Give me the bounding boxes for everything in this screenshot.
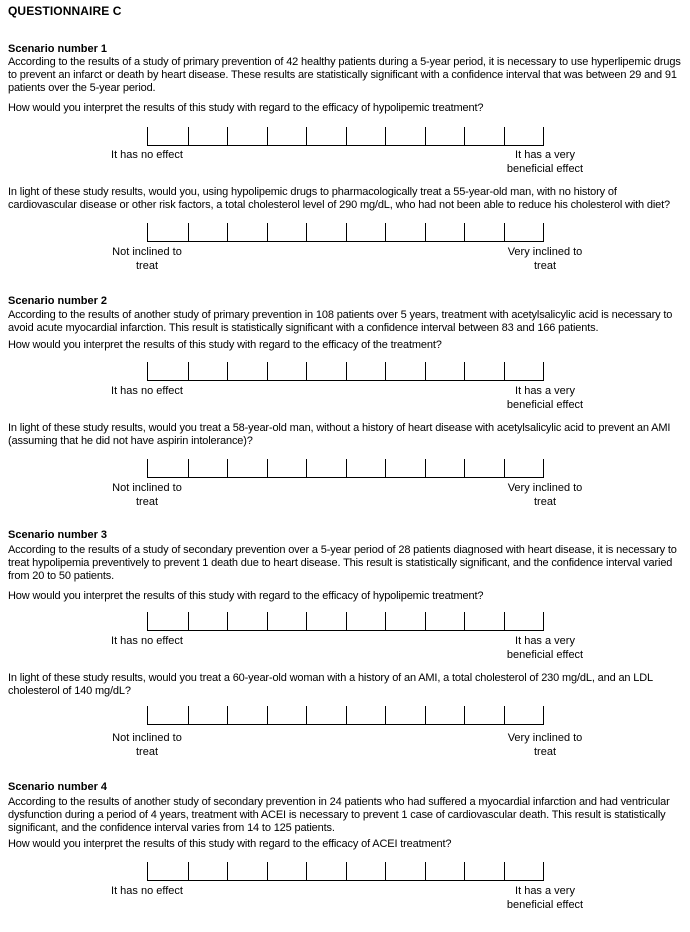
scale-tick[interactable] — [385, 706, 386, 724]
scale-right-anchor: Very inclined to treat — [507, 482, 583, 508]
scale-tick[interactable] — [188, 612, 189, 630]
scale-tick[interactable] — [425, 612, 426, 630]
scale-tick[interactable] — [504, 862, 505, 880]
scale-tick[interactable] — [227, 127, 228, 145]
scale-tick[interactable] — [464, 127, 465, 145]
scale-tick[interactable] — [306, 223, 307, 241]
scale-tick[interactable] — [464, 459, 465, 477]
scale-tick[interactable] — [306, 862, 307, 880]
scenario-2-heading: Scenario number 2 — [8, 295, 108, 307]
scenario-2-question-2: In light of these study results, would you treat a 58-year-old man, without a history of heart disease with acetylsalicylic acid to prevent an AMI (assuming that he did not have aspirin intolerance)? — [8, 422, 671, 447]
scenario-4-text: According to the results of another study of secondary prevention in 24 patients who had suffered a myocardial infarction and had ventricular dysfunction during a period of 4 years, treatment with ACEI is necessary to prevent 1 case of cardiovascular death. This result is statistically significant, and the confidence interval varies from 14 to 125 patients. — [8, 796, 670, 834]
scale-left-anchor: Not inclined to treat — [112, 482, 182, 508]
scale-tick[interactable] — [188, 862, 189, 880]
scale-tick[interactable] — [267, 612, 268, 630]
page-title: QUESTIONNAIRE C — [8, 4, 122, 18]
scale-tick[interactable] — [385, 862, 386, 880]
scale-tick[interactable] — [425, 362, 426, 380]
scenario-1-question-2: In light of these study results, would you, using hypolipemic drugs to pharmacologically treat a 55-year-old man, with no history of cardiovascular disease or other risk factors, a total cholesterol level of 290 mg/dL, who had not been able to reduce his cholesterol with diet? — [8, 186, 671, 211]
scenario-4-efficacy-scale[interactable] — [147, 862, 544, 881]
scale-tick[interactable] — [188, 362, 189, 380]
scale-tick[interactable] — [188, 223, 189, 241]
scale-right-anchor: Very inclined to treat — [507, 246, 583, 272]
scenario-1-efficacy-scale[interactable] — [147, 127, 544, 146]
scale-right-anchor: It has a very beneficial effect — [506, 149, 584, 175]
scale-tick[interactable] — [267, 362, 268, 380]
scale-tick[interactable] — [227, 706, 228, 724]
scale-tick[interactable] — [385, 459, 386, 477]
scale-tick[interactable] — [188, 459, 189, 477]
scenario-1-treat-scale[interactable] — [147, 223, 544, 242]
scale-tick[interactable] — [188, 706, 189, 724]
scale-tick[interactable] — [306, 706, 307, 724]
scenario-1-heading: Scenario number 1 — [8, 43, 108, 55]
scale-tick[interactable] — [306, 362, 307, 380]
scale-tick[interactable] — [385, 362, 386, 380]
scale-tick[interactable] — [504, 362, 505, 380]
scale-tick[interactable] — [504, 459, 505, 477]
scale-tick[interactable] — [267, 706, 268, 724]
scale-tick[interactable] — [227, 362, 228, 380]
scale-tick[interactable] — [504, 612, 505, 630]
scale-left-anchor: Not inclined to treat — [112, 246, 182, 272]
scale-tick[interactable] — [425, 127, 426, 145]
scale-tick[interactable] — [504, 706, 505, 724]
scale-tick[interactable] — [385, 612, 386, 630]
scale-tick[interactable] — [504, 223, 505, 241]
scale-tick[interactable] — [306, 127, 307, 145]
scale-tick[interactable] — [346, 706, 347, 724]
scale-tick[interactable] — [464, 862, 465, 880]
scale-tick[interactable] — [346, 459, 347, 477]
scenario-4-question-1: How would you interpret the results of this study with regard to the efficacy of ACEI treatment? — [8, 838, 452, 850]
scale-tick[interactable] — [227, 459, 228, 477]
scale-tick[interactable] — [267, 459, 268, 477]
scale-tick[interactable] — [425, 862, 426, 880]
scale-tick[interactable] — [346, 612, 347, 630]
scale-tick[interactable] — [346, 127, 347, 145]
scenario-3-heading: Scenario number 3 — [8, 529, 108, 541]
scale-tick[interactable] — [425, 459, 426, 477]
scale-tick[interactable] — [425, 706, 426, 724]
scale-tick[interactable] — [504, 127, 505, 145]
scale-tick[interactable] — [306, 612, 307, 630]
scenario-2-text: According to the results of another study of primary prevention in 108 patients over 5 years, treatment with acetylsalicylic acid is necessary to avoid acute myocardial infarction. This result is statistically significant with a confidence interval between 83 and 166 patients. — [8, 309, 673, 334]
scenario-3-treat-scale[interactable] — [147, 706, 544, 725]
scale-tick[interactable] — [306, 459, 307, 477]
scenario-4-heading: Scenario number 4 — [8, 781, 108, 793]
scale-tick[interactable] — [464, 223, 465, 241]
scale-tick[interactable] — [385, 223, 386, 241]
scale-tick[interactable] — [188, 127, 189, 145]
scale-left-anchor: It has no effect — [111, 149, 183, 161]
scale-right-anchor: It has a very beneficial effect — [506, 635, 584, 661]
scale-right-anchor: It has a very beneficial effect — [506, 385, 584, 411]
scale-tick[interactable] — [425, 223, 426, 241]
scenario-3-question-1: How would you interpret the results of this study with regard to the efficacy of hypolipemic treatment? — [8, 590, 484, 602]
scale-tick[interactable] — [464, 706, 465, 724]
scale-tick[interactable] — [267, 862, 268, 880]
scale-tick[interactable] — [346, 362, 347, 380]
scenario-3-efficacy-scale[interactable] — [147, 612, 544, 631]
scale-tick[interactable] — [227, 612, 228, 630]
scenario-2-treat-scale[interactable] — [147, 459, 544, 478]
scale-tick[interactable] — [346, 223, 347, 241]
scale-tick[interactable] — [464, 362, 465, 380]
scenario-2-efficacy-scale[interactable] — [147, 362, 544, 381]
scale-right-anchor: Very inclined to treat — [507, 732, 583, 758]
scenario-3-text: According to the results of a study of secondary prevention over a 5-year period of 28 patients diagnosed with heart disease, it is necessary to treat hypolipemia preventively to prevent 1 death due to heart disease. This result is statistically significant, and the confidence interval varied from 20 to 50 patients. — [8, 544, 677, 582]
scale-tick[interactable] — [227, 862, 228, 880]
scenario-1-question-1: How would you interpret the results of this study with regard to the efficacy of hypolipemic treatment? — [8, 102, 484, 114]
scenario-3-question-2: In light of these study results, would you treat a 60-year-old woman with a history of an AMI, a total cholesterol of 230 mg/dL, and an LDL cholesterol of 140 mg/dL? — [8, 672, 653, 697]
scale-tick[interactable] — [267, 223, 268, 241]
scale-left-anchor: It has no effect — [111, 885, 183, 897]
scale-left-anchor: It has no effect — [111, 635, 183, 647]
scale-left-anchor: Not inclined to treat — [112, 732, 182, 758]
scale-left-anchor: It has no effect — [111, 385, 183, 397]
scale-tick[interactable] — [267, 127, 268, 145]
scenario-1-text: According to the results of a study of primary prevention of 42 healthy patients during a 5-year period, it is necessary to use hyperlipemic drugs to prevent an infarct or death by heart disease. These results are statistically significant with a confidence interval that was between 29 and 91 patients over the 5-year period. — [8, 56, 681, 94]
scale-right-anchor: It has a very beneficial effect — [506, 885, 584, 911]
scale-tick[interactable] — [464, 612, 465, 630]
scale-tick[interactable] — [346, 862, 347, 880]
scale-tick[interactable] — [227, 223, 228, 241]
scenario-2-question-1: How would you interpret the results of this study with regard to the efficacy of the treatment? — [8, 339, 442, 351]
scale-tick[interactable] — [385, 127, 386, 145]
